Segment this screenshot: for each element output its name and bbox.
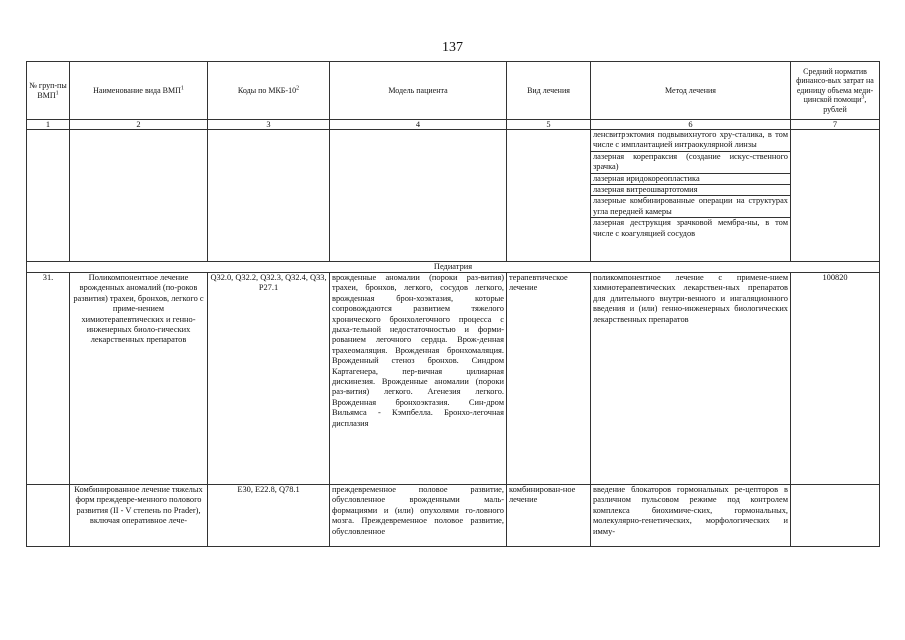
method-item: лазерная корепраксия (создание искус-ственного зрачка) (591, 152, 790, 174)
treatment-type: комбинирован-ное лечение (507, 485, 591, 547)
column-number: 1 (27, 120, 70, 130)
treatment-method: введение блокаторов гормональных ре-цепторов в различном пульсовом режиме под контролем комплекса биохимиче-ских, гормональных, молекулярно-генетических, морфологических и имму- (591, 485, 791, 547)
table-row (27, 485, 880, 547)
vmp-name: Комбинированное лечение тяжелых форм преждевре-менного полового развития (II - V степень по Prader), включая оперативное лече- (70, 485, 208, 547)
header-model: Модель пациента (330, 62, 507, 120)
header-name: Наименование вида ВМП$^1$ (70, 62, 208, 120)
treatment-type: терапевтическое лечение (507, 273, 591, 485)
method-item: лазерные комбинированные операции на структурах угла передней камеры (591, 196, 790, 218)
section-title: Педиатрия (27, 262, 880, 273)
header-type: Вид лечения (507, 62, 591, 120)
icd-codes: Q32.0, Q32.2, Q32.3, Q32.4, Q33, P27.1 (208, 273, 330, 485)
continuation-methods-cell (591, 130, 791, 262)
header-row (27, 62, 880, 120)
header-codes: Коды по МКБ-$10^2$ (208, 62, 330, 120)
cost-value: 100820 (791, 273, 880, 485)
column-number: 6 (591, 120, 791, 130)
patient-model: преждевременное половое развитие, обусловленное врожденными маль-формациями и (или) опухолями го-ловного мозга. Преждевременное половое развитие, обусловленное (330, 485, 507, 547)
column-number: 7 (791, 120, 880, 130)
column-number: 5 (507, 120, 591, 130)
treatment-method: поликомпонентное лечение с примене-нием химиотерапевтических лекарствен-ных препаратов для длительного внутри-венного и ингаляционного введения и (или) генно-инженерных биологических лекарственных препаратов (591, 273, 791, 485)
vmp-name: Поликомпонентное лечение врожденных аномалий (по-роков развития) трахеи, бронхов, легкого с приме-нением химиотерапевтических и генно-инженерных биоло-гических лекарственных препаратов (70, 273, 208, 485)
table-row (27, 273, 880, 485)
page-number: 137 (442, 40, 463, 55)
column-number: 4 (330, 120, 507, 130)
method-item: лазерная витреошвартотомия (591, 185, 790, 196)
continuation-row (27, 130, 880, 262)
patient-model: врожденные аномалии (пороки раз-вития) трахеи, бронхов, легкого, сосудов легкого, врожденная брон-хоэктазия, которые сопровождаются развитием тяжелого хронического бронхолегочного процесса с дыха-тельной недостаточностью и форми-рованием легочного сердца. Врож-денная трахеомаляция. Врожденная бронхомаляция. Врожденный стеноз бронхов. Синдром Картагенера, пер-вичная цилиарная дискинезия. Врожденные аномалии (пороки раз-вития) легкого. Агенезия легкого. Врожденная бронхоэктазия. Син-дром Вильямса - Кэмпбелла. Бронхо-легочная дисплазия (330, 273, 507, 485)
header-cost: Средний норматив финансо-вых затрат на единицу объема меди-цинской помощи$^3$, рублей (791, 62, 880, 120)
header-method: Метод лечения (591, 62, 791, 120)
method-item: ленсвитрэктомия подвывихнутого хру-сталика, в том числе с имплантацией интраокулярной линзы (591, 130, 790, 152)
method-item: лазерная деструкция зрачковой мембра-ны, в том числе с коагуляцией сосудов (593, 218, 788, 238)
section-row (27, 262, 880, 273)
header-group: № груп-пы ВМП$^1$ (27, 62, 70, 120)
method-item: лазерная иридокореопластика (591, 174, 790, 185)
icd-codes: E30, E22.8, Q78.1 (208, 485, 330, 547)
column-number: 2 (70, 120, 208, 130)
column-number: 3 (208, 120, 330, 130)
vmp-table (26, 61, 880, 547)
group-number: 31. (27, 273, 70, 485)
column-number-row (27, 120, 880, 130)
